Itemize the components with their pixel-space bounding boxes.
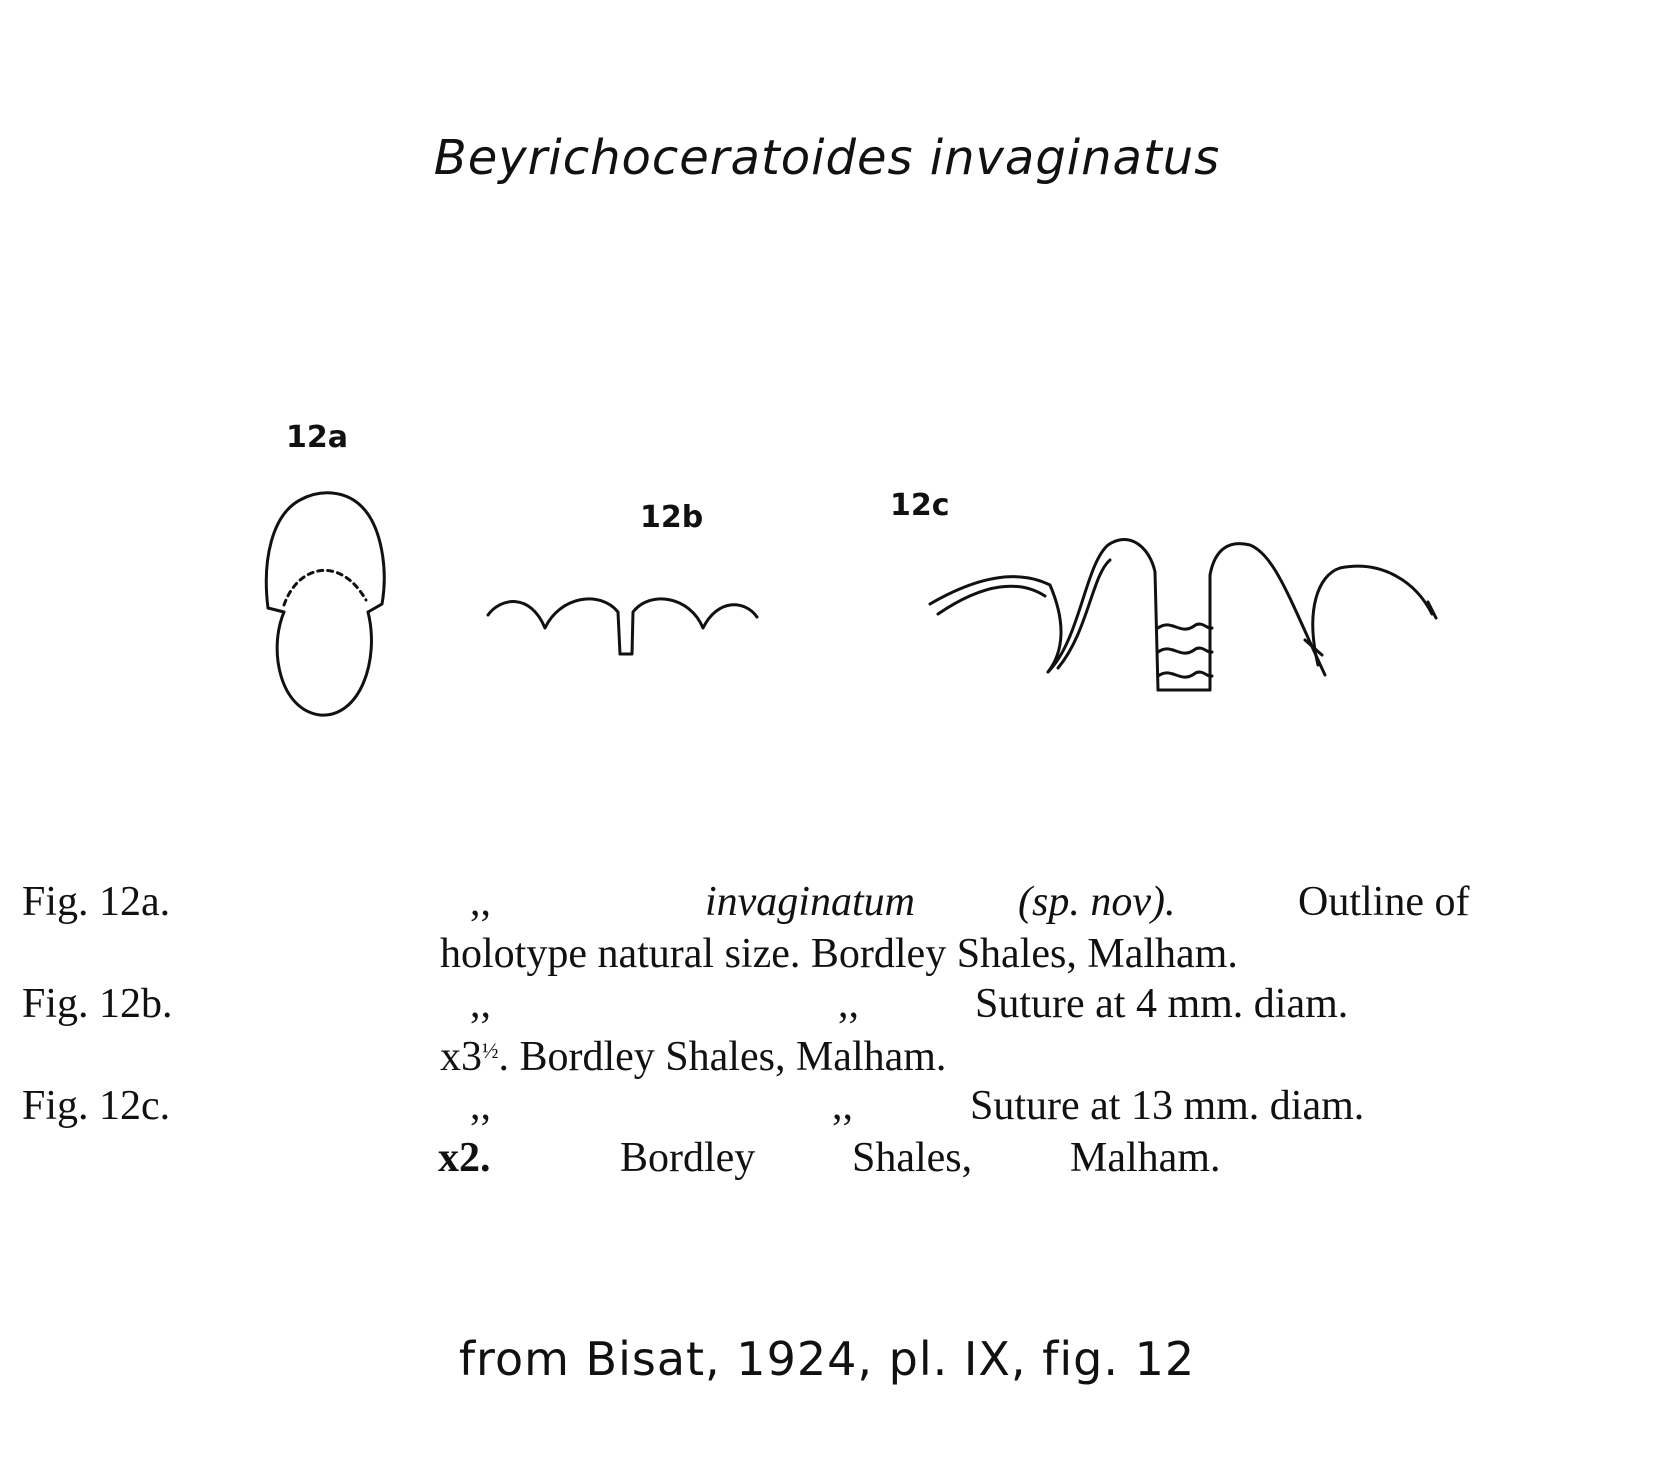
figure-label-12a: 12a (286, 420, 348, 455)
figure-label-12b: 12b (640, 500, 704, 535)
caption-ditto: ,, (470, 879, 491, 925)
caption-suture-13mm: Suture at 13 mm. diam. (970, 1083, 1365, 1129)
caption-fig-12a-line2: holotype natural size. Bordley Shales, Malham. (440, 931, 1238, 977)
fig-12a-outline (266, 493, 384, 715)
caption-suture-4mm: Suture at 4 mm. diam. (975, 981, 1349, 1027)
page-title: Beyrichoceratoides invaginatus (433, 130, 1221, 186)
caption-locality: . Bordley Shales, Malham. (498, 1034, 947, 1080)
magnification: x2. (438, 1135, 491, 1181)
figure-label-12c: 12c (890, 488, 950, 523)
caption-fig-12a-label: Fig. 12a. (22, 879, 171, 925)
fig-12c-suture (930, 540, 1436, 690)
caption-species-name: invaginatum (705, 879, 915, 925)
caption-word: Malham. (1070, 1135, 1221, 1181)
source-credit: from Bisat, 1924, pl. IX, fig. 12 (458, 1332, 1196, 1386)
fig-12b-suture (488, 599, 757, 654)
caption-word: Shales, (852, 1135, 973, 1181)
caption-sp-nov: (sp. nov). (1018, 879, 1176, 925)
caption-outline: Outline of (1298, 879, 1470, 925)
caption-ditto: ,, (838, 981, 859, 1027)
caption-fig-12b-label: Fig. 12b. (22, 981, 173, 1027)
caption-word: Bordley (620, 1135, 756, 1181)
caption-ditto: ,, (470, 1083, 491, 1129)
caption-fig-12c-label: Fig. 12c. (22, 1083, 171, 1129)
magnification-fraction: ½ (482, 1038, 499, 1063)
caption-ditto: ,, (832, 1083, 853, 1129)
caption-ditto: ,, (470, 981, 491, 1027)
magnification: x3 (440, 1034, 482, 1080)
caption-fig-12b-line2 (440, 1033, 946, 1081)
